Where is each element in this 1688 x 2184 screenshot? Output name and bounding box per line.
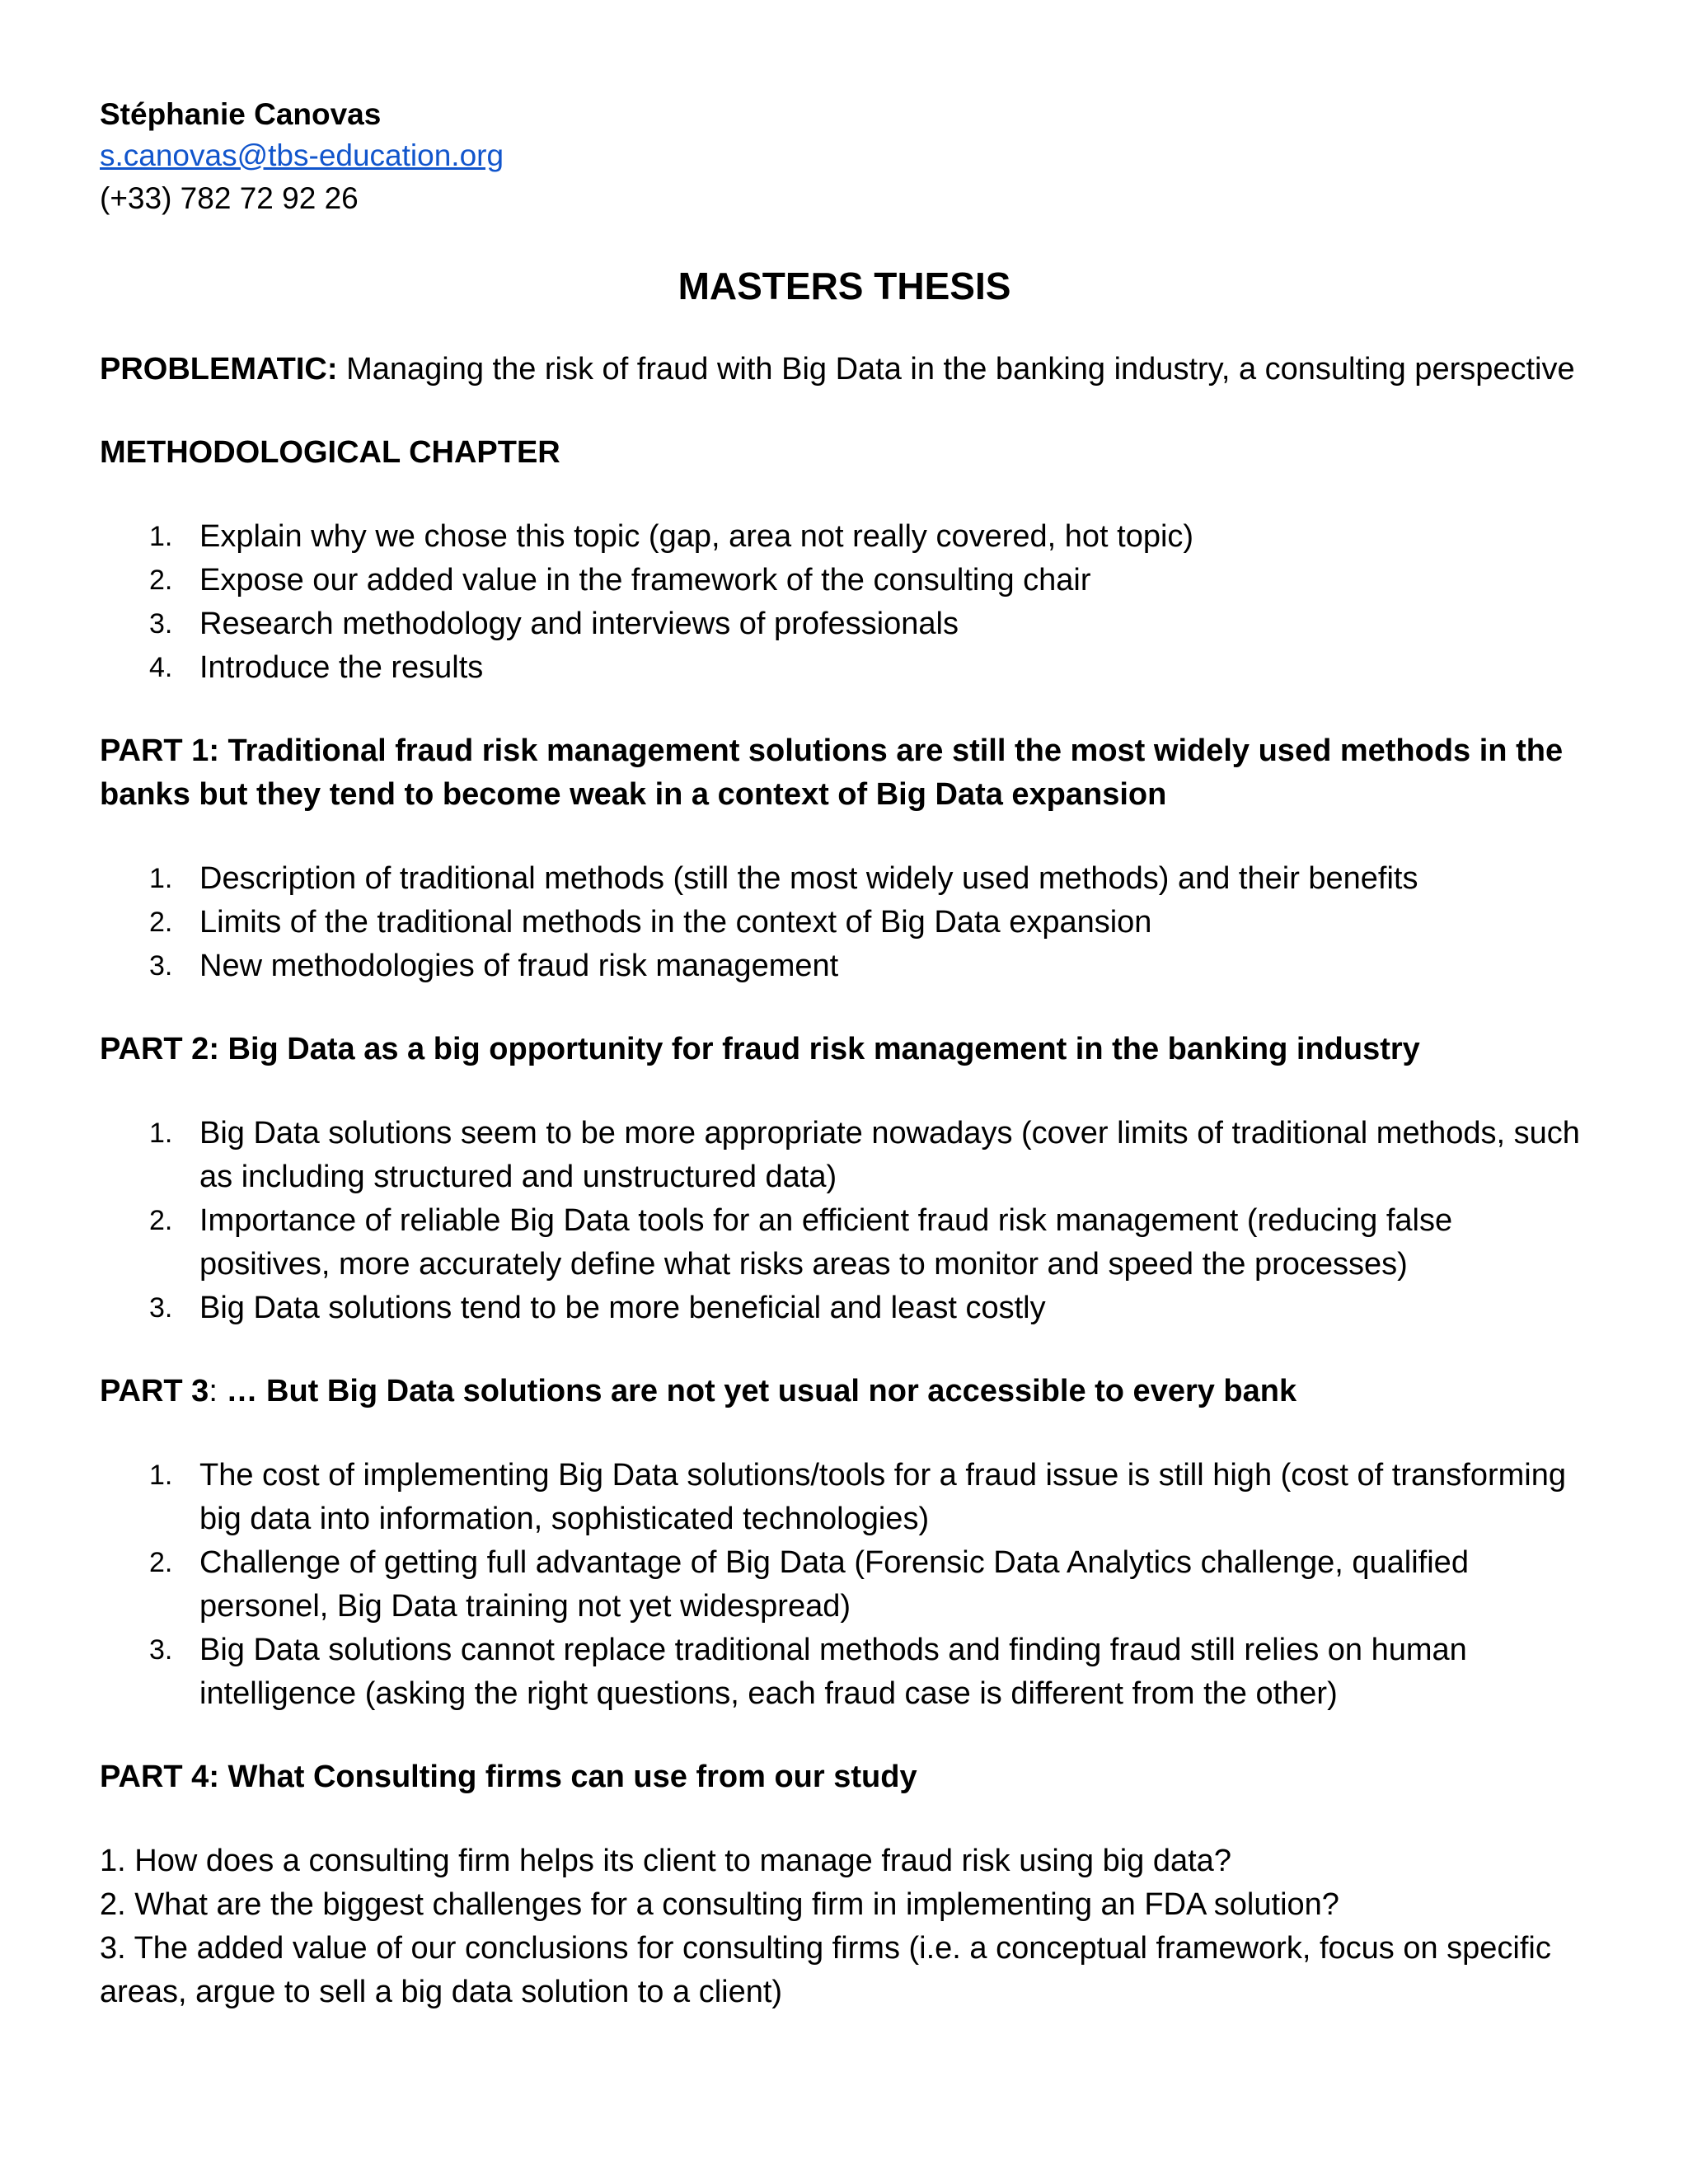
author-name: Stéphanie Canovas [100, 97, 382, 131]
list-item-number: 1. [149, 863, 173, 894]
list-item [100, 944, 1589, 988]
list-item-number: 3. [149, 950, 173, 982]
list-item [100, 1454, 1589, 1541]
part3-heading [100, 1370, 1589, 1413]
list-item [100, 1286, 1589, 1330]
list-item-number: 1. [149, 521, 173, 552]
list-item-text: Importance of reliable Big Data tools for an efficient fraud risk management (reducing false positives, more accurately define what risks areas to monitor and speed the processes) [199, 1203, 1453, 1282]
list-item [100, 559, 1589, 602]
list-item [100, 646, 1589, 690]
list-item-text: Description of traditional methods (still the most widely used methods) and their benefits [199, 861, 1418, 896]
author-email-link[interactable]: s.canovas@tbs-education.org [100, 138, 504, 172]
list-item-text: Big Data solutions tend to be more beneficial and least costly [199, 1291, 1046, 1325]
list-item-number: 3. [149, 1634, 173, 1666]
list-item-number: 2. [149, 907, 173, 938]
list-item [100, 857, 1589, 901]
list-item-text: Introduce the results [199, 650, 484, 685]
list-item [100, 515, 1589, 559]
list-item-text: Big Data solutions seem to be more appropriate nowadays (cover limits of traditional methods, such as including structured and unstructured data) [199, 1116, 1580, 1194]
part1-list [100, 857, 1589, 988]
list-item [100, 901, 1589, 944]
list-item: 1. How does a consulting firm helps its client to manage fraud risk using big data? [100, 1844, 1231, 1878]
part3-heading-colon: : [209, 1374, 218, 1408]
part2-list [100, 1112, 1589, 1330]
part4-heading: PART 4: What Consulting firms can use from our study [100, 1760, 917, 1794]
list-item-number: 3. [149, 1292, 173, 1324]
list-item: 2. What are the biggest challenges for a consulting firm in implementing an FDA solution? [100, 1887, 1339, 1922]
list-item-text: Research methodology and interviews of professionals [199, 607, 959, 641]
list-item [100, 1199, 1589, 1286]
list-item [100, 1629, 1589, 1716]
part3-heading-rest: … But Big Data solutions are not yet usual nor accessible to every bank [217, 1374, 1297, 1408]
list-item-number: 1. [149, 1460, 173, 1491]
part3-list [100, 1454, 1589, 1716]
list-item-text: Big Data solutions cannot replace traditional methods and finding fraud still relies on human intelligence (asking the right questions, each fraud case is different from the other) [199, 1633, 1467, 1711]
list-item-text: Expose our added value in the framework of the consulting chair [199, 563, 1091, 598]
part1-heading: PART 1: Traditional fraud risk management solutions are still the most widely used methods in the banks but they tend to become weak in a context of Big Data expansion [100, 733, 1564, 812]
problematic-paragraph [100, 348, 1589, 391]
part4-list [100, 1840, 1589, 2014]
list-item-number: 2. [149, 1205, 173, 1236]
list-item-text: The cost of implementing Big Data solutions/tools for a fraud issue is still high (cost of transforming big data into information, sophisticated technologies) [199, 1458, 1566, 1536]
list-item-number: 4. [149, 652, 173, 683]
list-item-text: Explain why we chose this topic (gap, area not really covered, hot topic) [199, 519, 1194, 554]
document-title: MASTERS THESIS [678, 265, 1011, 307]
author-block [100, 94, 1589, 218]
list-item-text: Limits of the traditional methods in the context of Big Data expansion [199, 905, 1152, 940]
list-item-text: Challenge of getting full advantage of Big Data (Forensic Data Analytics challenge, qualified personel, Big Data training not yet widespread) [199, 1545, 1469, 1624]
part2-heading: PART 2: Big Data as a big opportunity for fraud risk management in the banking industry [100, 1032, 1420, 1066]
problematic-label: PROBLEMATIC: [100, 352, 338, 387]
methodological-list [100, 515, 1589, 690]
list-item [100, 1541, 1589, 1629]
methodological-heading: METHODOLOGICAL CHAPTER [100, 435, 560, 470]
author-phone: (+33) 782 72 92 26 [100, 181, 359, 215]
problematic-text: Managing the risk of fraud with Big Data in the banking industry, a consulting perspective [346, 352, 1575, 387]
list-item-number: 3. [149, 608, 173, 640]
list-item-number: 2. [149, 1547, 173, 1578]
list-item-text: New methodologies of fraud risk management [199, 949, 839, 983]
list-item-number: 1. [149, 1118, 173, 1149]
list-item-number: 2. [149, 565, 173, 596]
list-item: 3. The added value of our conclusions for consulting firms (i.e. a conceptual framework, focus on specific areas, argue to sell a big data solution to a client) [100, 1931, 1551, 2009]
part3-heading-prefix: PART 3 [100, 1374, 209, 1408]
list-item [100, 1112, 1589, 1199]
list-item [100, 602, 1589, 646]
